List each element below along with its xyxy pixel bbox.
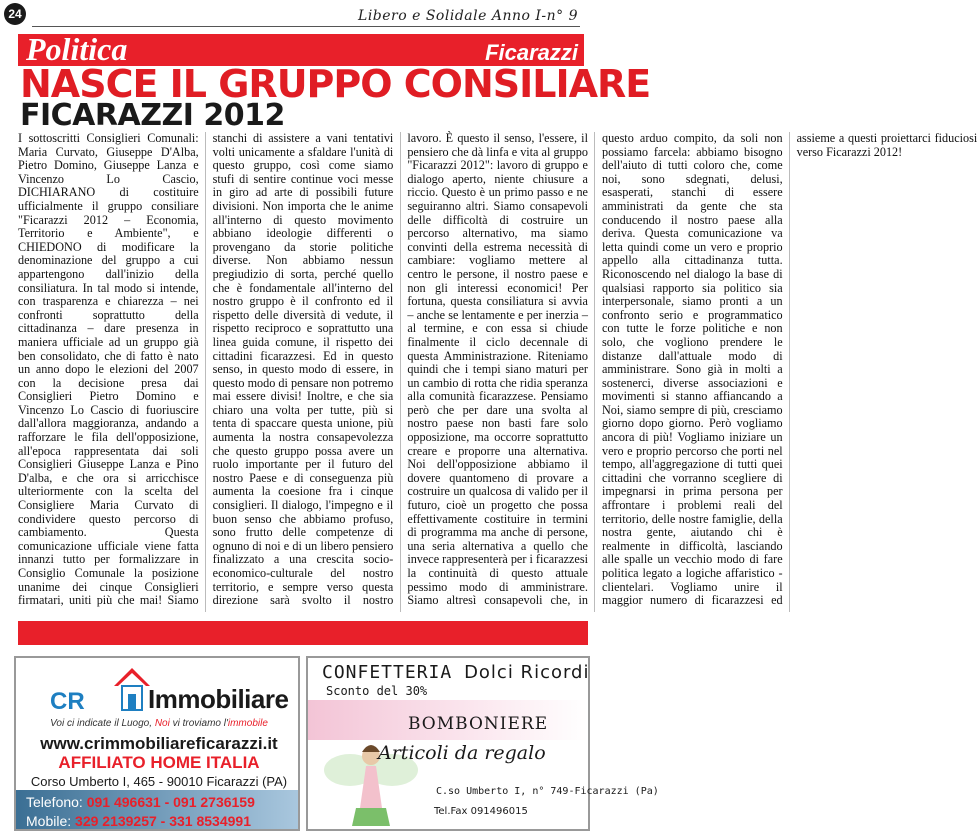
article-headline: NASCE IL GRUPPO CONSILIARE <box>20 62 651 106</box>
confetteria-bomboniere: BOMBONIERE <box>408 714 549 734</box>
ad-confetteria[interactable] <box>306 656 659 831</box>
cr-phone: Telefono: 091 496631 - 091 2736159 <box>26 794 255 810</box>
cr-logo-letters: CR <box>50 688 85 715</box>
cr-tagline: Voi ci indicate il Luogo, Noi vi troviamo l'immobile <box>50 718 268 729</box>
cr-logo-name: Immobiliare <box>148 684 289 714</box>
confetteria-articoli: Articoli da regalo <box>378 742 546 764</box>
red-divider-band <box>18 621 588 645</box>
section-title: Politica <box>26 31 128 67</box>
confetteria-telfax: Tel.Fax 091496015 <box>434 806 528 817</box>
page-number: 24 <box>4 3 26 25</box>
confetteria-discount: Sconto del 30% <box>326 684 428 698</box>
article-text: I sottoscritti Consiglieri Comunali: Maria Curvato, Giuseppe D'Alba, Pietro Domino, Giuseppe Lanza e Vincenzo Lo Cascio, DICHIARANO di costituire ufficialmente il gruppo consiliare "Ficarazzi 2012 – Economia, Territorio e Ambiente", e CHIEDONO di modificare la denominazione del gruppo a cui appartengono dall'inizio della consiliatura. In tal modo si intende, con trasparenza e chiarezza – nei confronti soprattutto della cittadinanza – dare presenza in maniera ufficiale ad un gruppo già ben consolidato, che di fatto è nato un anno dopo le elezioni del 2007 con la decisione presa dai Consiglieri Pietro Domino e Vincenzo Lo Cascio di fuoriuscire dall'allora maggioranza, andando a rafforzare le fila dell'opposizione, all'epoca rappresentata dai soli Consiglieri Giuseppe Lanza e Pino D'alba, e che ora si arricchisce ulteriormente con la scelta del Consigliere Maria Curvato di condividere questo percorso di cambiamento. Questa comunicazione ufficiale viene fatta innanzi tutto per formalizzare in Consiglio Comunale la posizione unanime dei cinque Consiglieri firmatari, uniti più che mai! Siamo stanchi di assistere a vani tentativi volti unicamente a sfaldare l'unità di questo gruppo, così come siamo stufi di sentire continue voci messe in giro ad arte di possibili future divisioni. Non importa che le anime all'interno di questo movimento abbiano ideologie differenti o provengano da storie politiche diverse. Non abbiamo nessun pregiudizio di sorta, perché quello che è fondamentale all'interno del nostro gruppo è il confronto ed il rispetto delle diversità di vedute, il rispetto reciproco e soprattutto una linea guida comune, il rispetto dei cittadini ficarazzesi. Ed in questo senso, in questo modo di essere, in questo modo di pensare non potremo mai essere divisi! Inoltre, e che sia chiaro una volta per tutte, più si tenta di spaccare questa unione, più aumenta la nostra consapevolezza che questo gruppo possa avere un ruolo importante per il futuro del nostro Paese e di conseguenza più aumenta la coesione fra i cinque consiglieri. Il dialogo, l'impegno e il buon senso che abbiamo profuso, sono frutto delle competenze di ognuno di noi e di un libero pensiero finalizzato a una crescita socio-economico-culturale del nostro territorio, e sempre verso questa direzione sarà svolto il nostro lavoro. È questo il senso, l'essere, il pensiero che dà linfa e vita al gruppo "Ficarazzi 2012": lavoro di gruppo e dialogo aperto, niente chiusure a riccio. Questo è un primo passo e ne seguiranno altri. Siamo consapevoli delle difficoltà di costruire un percorso alternativo, ma siamo convinti della estrema necessità di cambiare: vogliamo mettere al centro le persone, il nostro paese e non gli interessi economici! Per fortuna, questa consiliatura si avvia – anche se lentamente e per inerzia – al termine, e con essa si chiude finalmente il ciclo decennale di questa Amministrazione. Riteniamo quindi che i tempi siano maturi per un cambio di rotta che ridia speranza alla comunità ficarazzese. Pensiamo però che per dare una svolta al nostro paese non basti fare solo opposizione, ma occorre soprattutto creare e proporre una alternativa. Noi dell'opposizione abbiamo il dovere quantomeno di provare a costruire un qualcosa di valido per il futuro, cioè un progetto che possa effettivamente costituire in termini di programma ma anche di persone, una seria alternativa a quello che invece rappresenterà per i ficarazzesi la continuità di questo attuale pessimo modo di amministrare. Siamo altresì consapevoli che, in questo arduo compito, da soli non possiamo farcela: abbiamo bisogno dell'aiuto di tutti coloro che, come noi, sono sdegnati, delusi, esasperati, stanchi di essere amministrati da gente che sta conducendo il nostro paese alla deriva. Questa comunicazione va letta quindi come un vero e proprio appello alla cittadinanza tutta. Riconoscendo nel dialogo la base di qualsiasi rapporto sia politico sia interpersonale, siamo pronti a un confronto serio e programmatico con tutte le forze politiche e non solo, che vogliono prendere le distanze dall'attuale modo di amministrare. Sono già in molti a sostenerci, diverse associazioni e movimenti si stanno affiancando a Noi, siamo sempre di più, cresciamo giorno dopo giorno. Però vogliamo ancora di più! Vogliamo iniziare un vero e proprio percorso che porti nel tempo, all'aggregazione di tutti quei cittadini che vorranno scegliere di impegnarsi in prima persona per affrontare i problemi reali del territorio, delle nostre famiglie, della nostra gente, aiutando chi è realmente in difficoltà, lasciando alle spalle un vecchio modo di fare politica legato a logiche affaristico - clientelari. Vogliamo unire il maggior numero di ficarazzesi ed assieme a questi proiettarci fiduciosi verso Ficarazzi 2012! <box>18 131 977 608</box>
header-rule <box>32 26 580 27</box>
confetteria-title: CONFETTERIA Dolci Ricordi <box>322 662 590 683</box>
confetteria-address: C.so Umberto I, n° 749-Ficarazzi (Pa) <box>436 786 659 797</box>
cr-address: Corso Umberto I, 465 - 90010 Ficarazzi (PA) <box>30 774 288 789</box>
cr-affiliate: AFFILIATO HOME ITALIA <box>58 753 260 772</box>
running-head: Libero e Solidale Anno I-n° 9 <box>358 8 578 24</box>
article-subheadline: FICARAZZI 2012 <box>20 98 285 133</box>
article-body <box>18 131 977 612</box>
house-roof-icon <box>112 666 152 714</box>
cr-mobile: Mobile: 329 2139257 - 331 8534991 <box>26 813 251 829</box>
cr-website-link[interactable]: www.crimmobiliareficarazzi.it <box>40 734 278 753</box>
ad-cr-immobiliare[interactable] <box>14 656 300 831</box>
section-town: Ficarazzi <box>485 40 578 65</box>
cr-logo <box>44 666 289 718</box>
